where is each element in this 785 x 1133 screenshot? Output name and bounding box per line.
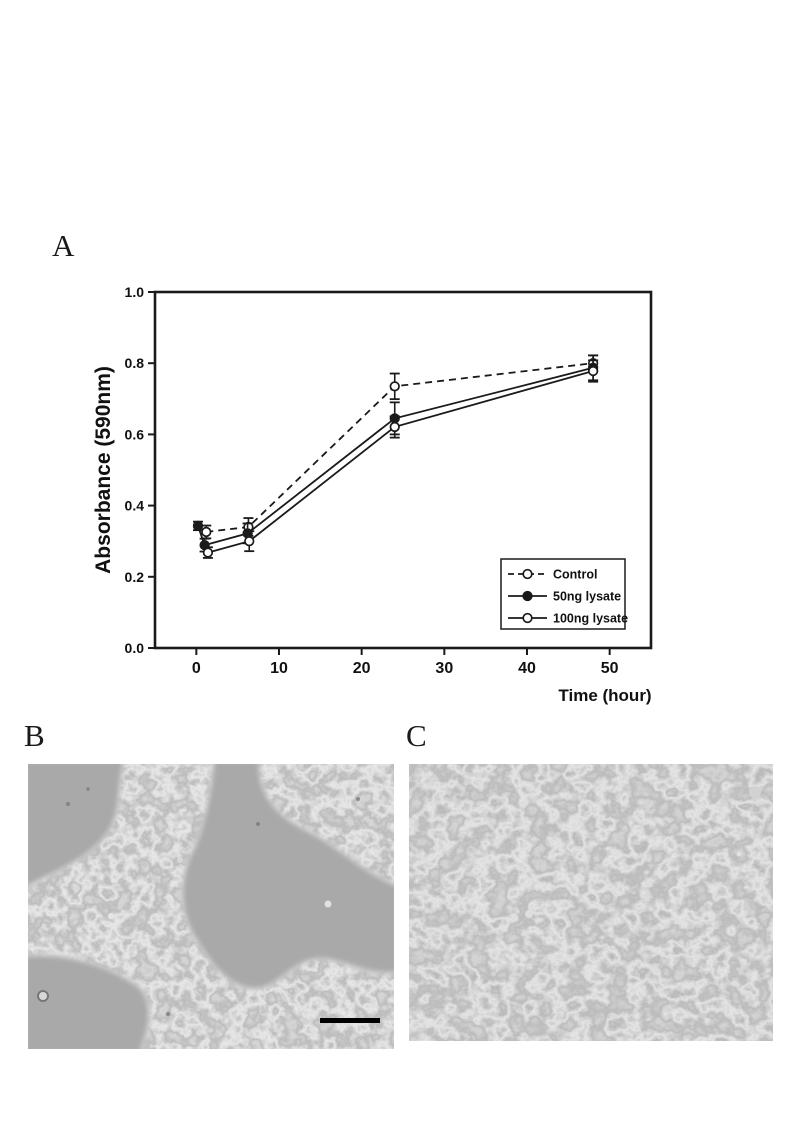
- x-tick-label: 10: [270, 660, 288, 677]
- micrograph-c-image: [409, 764, 773, 1041]
- panel-b-label: B: [24, 718, 45, 753]
- panel-a-label: A: [52, 228, 75, 263]
- y-axis: [125, 284, 155, 656]
- series-100ng-lysate: [203, 360, 598, 558]
- x-tick-label: 30: [435, 660, 454, 677]
- micrograph-c: [409, 764, 773, 1041]
- legend-label: Control: [553, 567, 598, 582]
- legend-label: 100ng lysate: [553, 611, 629, 626]
- y-tick-label: 0.0: [124, 640, 144, 656]
- x-axis: [192, 648, 619, 677]
- micrograph-b: [28, 764, 394, 1049]
- y-tick-label: 1.0: [124, 284, 144, 300]
- legend: [501, 559, 628, 629]
- y-tick-label: 0.2: [124, 568, 144, 585]
- micrograph-b-image: [28, 764, 394, 1049]
- micrograph-c-cell-texture: [409, 764, 773, 1041]
- series-control: [201, 355, 598, 538]
- legend-label: 50ng lysate: [553, 589, 622, 604]
- x-axis-label: Time (hour): [558, 686, 652, 705]
- growth-curve-chart: [90, 270, 690, 715]
- y-tick-label: 0.8: [124, 355, 144, 372]
- y-tick-label: 0.6: [124, 426, 144, 443]
- scale-bar: [320, 1018, 380, 1023]
- x-tick-label: 20: [352, 660, 371, 677]
- y-tick-label: 0.4: [124, 497, 144, 514]
- x-tick-label: 50: [600, 660, 619, 677]
- x-tick-label: 40: [518, 660, 536, 677]
- x-tick-label: 0: [191, 660, 201, 677]
- panel-c-label: C: [406, 718, 427, 753]
- y-axis-label: Absorbance (590nm): [92, 366, 115, 574]
